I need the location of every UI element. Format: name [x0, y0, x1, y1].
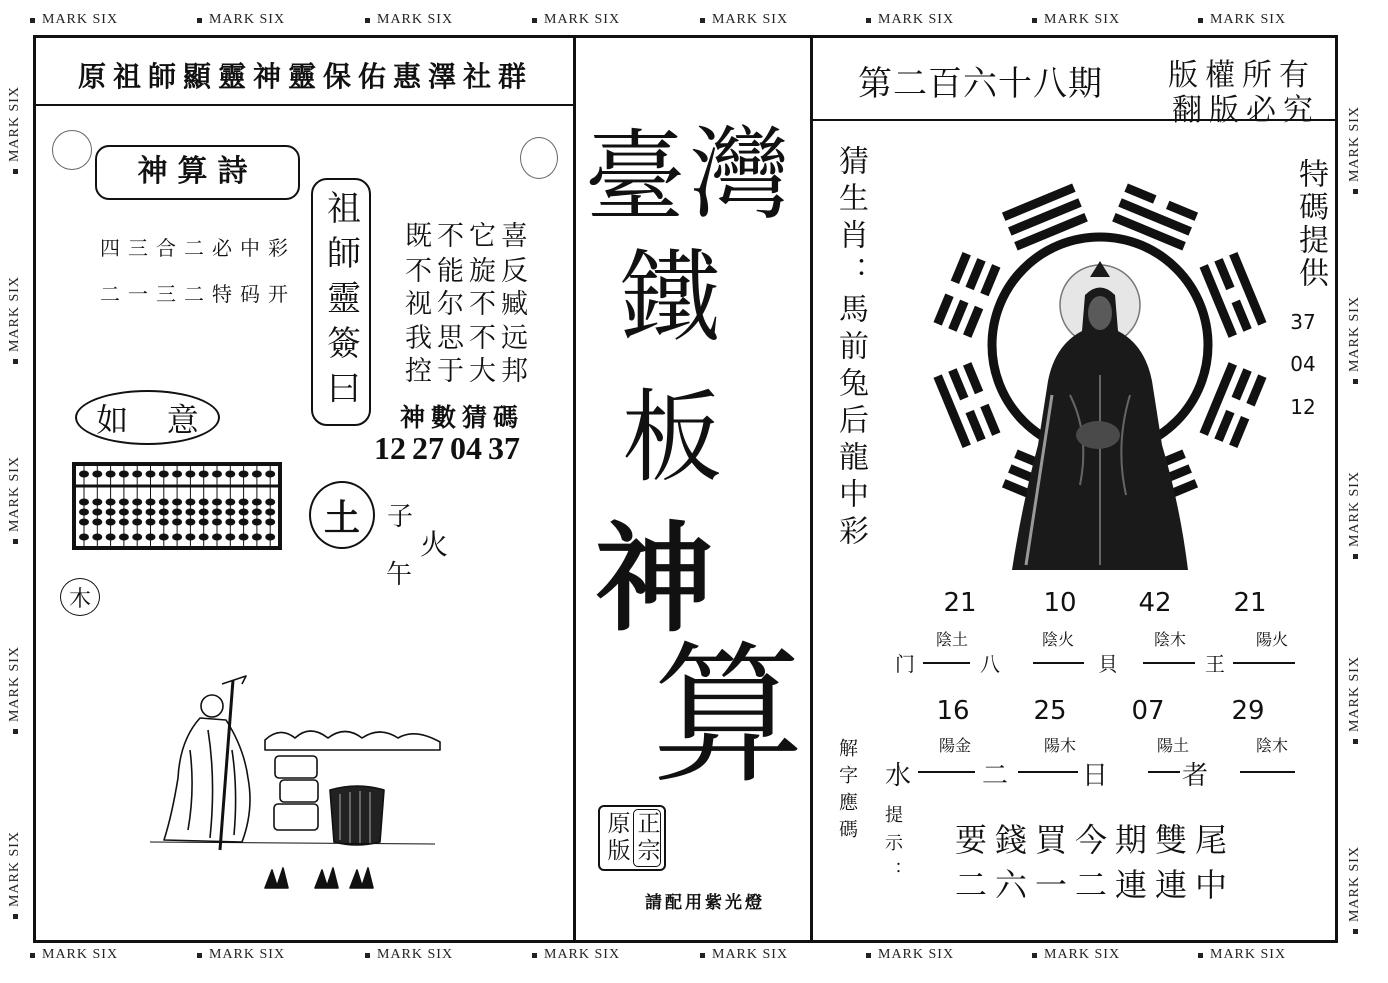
- code-number: 29: [1231, 696, 1265, 726]
- grass-tuft: [265, 868, 288, 888]
- dash-line: [1033, 662, 1084, 664]
- decode-label: 解字應碼: [836, 738, 858, 846]
- watermark-dot: [1032, 953, 1037, 958]
- trigram-bar: [970, 260, 982, 289]
- abacus-bead: [252, 509, 262, 516]
- poem-line: 我思不远: [405, 323, 533, 354]
- abacus-bead: [79, 509, 89, 516]
- watermark-top: [1198, 11, 1318, 29]
- trigram: [1204, 364, 1263, 446]
- abacus-bead: [212, 499, 222, 506]
- watermark-text: MARK SIX: [209, 947, 286, 962]
- abacus-bead: [159, 534, 169, 541]
- watermark-text: MARK SIX: [1347, 295, 1362, 373]
- uv-light-note: 請配用紫光燈: [645, 893, 765, 913]
- title-char: 灣: [690, 116, 790, 233]
- side-mark: 午: [386, 560, 413, 590]
- abacus-bead: [159, 519, 169, 526]
- dash-line: [1143, 662, 1195, 664]
- abacus-bead: [172, 509, 182, 516]
- trigram-bar: [1126, 188, 1155, 200]
- watermark-left: [6, 260, 24, 380]
- abacus-bead: [252, 534, 262, 541]
- poem-line: 既不它喜: [405, 221, 533, 252]
- abacus-bead: [239, 519, 249, 526]
- dash-line: [1233, 662, 1295, 664]
- watermark-dot: [1032, 18, 1037, 23]
- header-blessing: 原祖師顯靈神靈保佑惠澤社群: [77, 60, 533, 93]
- hint-line: 四三合二必中彩: [100, 236, 296, 260]
- abacus-bead: [225, 471, 235, 478]
- trigram-bar: [967, 364, 979, 393]
- poem-line: 控于大邦: [405, 356, 533, 387]
- watermark-dot: [13, 169, 18, 174]
- watermark-right: [1346, 280, 1364, 400]
- watermark-dot: [1353, 929, 1358, 934]
- abacus-bead: [212, 509, 222, 516]
- ruyi-oval: [75, 390, 220, 445]
- watermark-dot: [30, 18, 35, 23]
- watermark-text: MARK SIX: [1347, 105, 1362, 183]
- abacus-bead: [146, 471, 156, 478]
- watermark-bottom: [1032, 946, 1152, 964]
- code-number: 07: [1131, 696, 1165, 726]
- watermark-top: [532, 11, 652, 29]
- trigram: [938, 254, 997, 336]
- abacus-bead: [119, 534, 129, 541]
- abacus-bead: [239, 534, 249, 541]
- watermark-dot: [365, 18, 370, 23]
- abacus-bead: [212, 519, 222, 526]
- abacus-bead: [146, 499, 156, 506]
- abacus-bead: [265, 534, 275, 541]
- trigram-bar: [1233, 418, 1245, 447]
- earth-element-circle: 土: [309, 481, 375, 549]
- abacus-bead: [199, 534, 209, 541]
- left-divider: [573, 35, 576, 943]
- watermark-dot: [13, 914, 18, 919]
- abacus-bead: [92, 519, 102, 526]
- watermark-text: MARK SIX: [1210, 947, 1287, 962]
- watermark-bottom: [866, 946, 986, 964]
- code-number: 21: [943, 588, 977, 618]
- title-char: 神: [595, 509, 714, 648]
- decode-char: 二: [981, 761, 1008, 791]
- trigram-bar: [984, 266, 996, 295]
- dash-line: [1148, 771, 1180, 773]
- watermark-top: [1032, 11, 1152, 29]
- abacus-bead: [79, 471, 89, 478]
- abacus-bead: [119, 471, 129, 478]
- abacus-bead: [239, 471, 249, 478]
- decode-char: 者: [1181, 761, 1208, 791]
- watermark-dot: [1353, 739, 1358, 744]
- decode-char: 王: [1205, 652, 1225, 676]
- deity-hands: [1076, 421, 1120, 449]
- trigram: [1204, 254, 1263, 336]
- trigram: [938, 364, 997, 446]
- issue-number: 第二百六十八期: [858, 64, 1103, 104]
- stone: [274, 804, 318, 830]
- watermark-text: MARK SIX: [712, 12, 789, 27]
- trigram-bar: [984, 405, 996, 434]
- trigram-bar: [938, 295, 950, 324]
- trigram-bar: [1218, 260, 1230, 289]
- empty-circle-mark: [520, 137, 558, 179]
- abacus-bead: [79, 499, 89, 506]
- watermark-top: [700, 11, 820, 29]
- watermark-text: MARK SIX: [7, 85, 22, 163]
- trigram-bar: [952, 301, 964, 330]
- oracle-title-box: [311, 178, 371, 426]
- abacus-bead: [185, 471, 195, 478]
- decode-char: 日: [1081, 761, 1108, 791]
- abacus-bead: [119, 519, 129, 526]
- watermark-dot: [13, 729, 18, 734]
- ruyi-char: 如: [96, 400, 129, 439]
- abacus-bead: [159, 471, 169, 478]
- trigram-bar: [955, 254, 967, 283]
- code-number: 21: [1233, 588, 1267, 618]
- watermark-top: [866, 11, 986, 29]
- code-number: 10: [1043, 588, 1077, 618]
- yin-yang-tag: 陰火: [1041, 630, 1074, 649]
- bagua-deity-image: [930, 145, 1270, 575]
- watermark-dot: [700, 953, 705, 958]
- trigram-bar: [1236, 301, 1248, 330]
- dash-line: [1018, 771, 1078, 773]
- abacus-bead: [225, 499, 235, 506]
- guess-label: 神數猜碼: [400, 403, 525, 432]
- watermark-dot: [700, 18, 705, 23]
- copyright-line: 翻版必究: [1172, 93, 1320, 128]
- staff: [220, 680, 233, 850]
- watermark-left: [6, 440, 24, 560]
- abacus-bead: [92, 509, 102, 516]
- grass-tuft: [315, 868, 338, 888]
- watermark-dot: [1198, 18, 1203, 23]
- title-char: 算: [652, 627, 804, 804]
- abacus-bead: [252, 519, 262, 526]
- seal-column: 正宗: [633, 811, 660, 865]
- abacus-bead: [265, 519, 275, 526]
- watermark-dot: [365, 953, 370, 958]
- abacus-bead: [132, 499, 142, 506]
- trigram-bar: [952, 370, 964, 399]
- yin-yang-tag: 陽木: [1043, 736, 1076, 755]
- abacus-bead: [172, 519, 182, 526]
- decode-char: 貝: [1098, 652, 1118, 676]
- code-number: 42: [1138, 588, 1172, 618]
- watermark-dot: [1353, 189, 1358, 194]
- watermark-top: [365, 11, 485, 29]
- watermark-dot: [866, 953, 871, 958]
- basket: [330, 786, 384, 845]
- trigram-bar: [1168, 205, 1197, 217]
- left-header-rule: [33, 104, 575, 106]
- abacus-bead: [146, 534, 156, 541]
- special-number: 12: [1290, 395, 1316, 419]
- grass-tuft: [350, 868, 373, 888]
- stone: [275, 756, 317, 778]
- watermark-text: MARK SIX: [712, 947, 789, 962]
- watermark-bottom: [1198, 946, 1318, 964]
- abacus-bead: [106, 471, 116, 478]
- abacus-bead: [225, 519, 235, 526]
- special-code-label: 特碼提供: [1293, 158, 1328, 290]
- watermark-bottom: [197, 946, 317, 964]
- abacus-bead: [132, 534, 142, 541]
- abacus-bead: [132, 471, 142, 478]
- monk-illustration: [150, 670, 450, 895]
- ground-line: [150, 842, 435, 844]
- watermark-dot: [197, 953, 202, 958]
- stone-wall: [265, 731, 440, 750]
- watermark-top: [197, 11, 317, 29]
- watermark-left: [6, 70, 24, 190]
- abacus-bead: [265, 509, 275, 516]
- watermark-text: MARK SIX: [7, 455, 22, 533]
- title-char: 板: [622, 379, 722, 496]
- trigram-bar: [967, 307, 979, 336]
- watermark-dot: [197, 18, 202, 23]
- abacus-bead: [106, 519, 116, 526]
- special-number: 37: [1290, 310, 1316, 334]
- watermark-text: MARK SIX: [1347, 470, 1362, 548]
- watermark-dot: [1353, 379, 1358, 384]
- watermark-text: MARK SIX: [377, 12, 454, 27]
- empty-circle-mark: [52, 130, 92, 170]
- watermark-bottom: [700, 946, 820, 964]
- watermark-bottom: [30, 946, 150, 964]
- abacus-bead: [132, 519, 142, 526]
- special-number: 04: [1290, 352, 1316, 376]
- abacus-bead: [265, 471, 275, 478]
- yin-yang-tag: 陰木: [1153, 630, 1186, 649]
- yin-yang-tag: 陽火: [1255, 630, 1288, 649]
- side-mark: 火: [420, 528, 449, 561]
- abacus-bead: [132, 509, 142, 516]
- title-char: 臺: [585, 119, 685, 236]
- abacus-bead: [239, 499, 249, 506]
- watermark-left: [6, 630, 24, 750]
- abacus-bead: [185, 534, 195, 541]
- abacus-bead: [252, 471, 262, 478]
- watermark-dot: [532, 953, 537, 958]
- trigram-bar: [1250, 376, 1262, 405]
- copyright-line: 版權所有: [1168, 58, 1316, 93]
- abacus-bead: [79, 519, 89, 526]
- abacus-bead: [212, 471, 222, 478]
- watermark-dot: [13, 359, 18, 364]
- guess-numbers: 12 27 04 37: [374, 430, 520, 466]
- abacus-bead: [79, 534, 89, 541]
- tip-line: 要錢買今期雙尾: [955, 821, 1236, 859]
- watermark-text: MARK SIX: [7, 830, 22, 908]
- watermark-text: MARK SIX: [7, 645, 22, 723]
- abacus-bead: [146, 519, 156, 526]
- watermark-text: MARK SIX: [42, 947, 119, 962]
- abacus-bead: [92, 534, 102, 541]
- abacus-bead: [252, 499, 262, 506]
- abacus-bead: [92, 471, 102, 478]
- watermark-dot: [1198, 953, 1203, 958]
- abacus-bead: [146, 509, 156, 516]
- watermark-right: [1346, 830, 1364, 950]
- watermark-text: MARK SIX: [878, 12, 955, 27]
- watermark-text: MARK SIX: [209, 12, 286, 27]
- watermark-text: MARK SIX: [1347, 655, 1362, 733]
- abacus-bead: [239, 509, 249, 516]
- abacus-bead: [172, 499, 182, 506]
- ruyi-char: 意: [166, 400, 199, 439]
- watermark-left: [6, 815, 24, 935]
- monk-head: [201, 695, 223, 717]
- yin-yang-tag: 陰木: [1255, 736, 1288, 755]
- poem-line: 不能旋反: [405, 256, 533, 287]
- watermark-bottom: [365, 946, 485, 964]
- watermark-text: MARK SIX: [42, 12, 119, 27]
- watermark-text: MARK SIX: [1347, 845, 1362, 923]
- watermark-bottom: [532, 946, 652, 964]
- watermark-right: [1346, 455, 1364, 575]
- decode-char: 水: [884, 761, 911, 791]
- watermark-text: MARK SIX: [1044, 12, 1121, 27]
- code-number: 25: [1033, 696, 1067, 726]
- watermark-dot: [1353, 554, 1358, 559]
- watermark-dot: [866, 18, 871, 23]
- abacus-bead: [265, 499, 275, 506]
- authentic-seal: [598, 805, 666, 871]
- abacus-bead: [199, 499, 209, 506]
- abacus-bead: [172, 471, 182, 478]
- abacus-bead: [185, 499, 195, 506]
- trigram-bar: [1236, 370, 1248, 399]
- abacus-bead: [92, 499, 102, 506]
- yin-yang-tag: 陰土: [935, 630, 968, 649]
- watermark-text: MARK SIX: [1210, 12, 1287, 27]
- abacus-bead: [119, 509, 129, 516]
- dash-line: [918, 771, 975, 773]
- abacus-bead: [212, 534, 222, 541]
- abacus-bead: [106, 499, 116, 506]
- monk-robe: [164, 718, 250, 842]
- wood-element-circle: 木: [60, 578, 100, 616]
- zodiac-hint: 猜生肖：馬前兔后龍中彩: [833, 145, 868, 552]
- dash-line: [923, 662, 970, 664]
- abacus-rods: [79, 466, 275, 546]
- yin-yang-tag: 陽金: [938, 736, 971, 755]
- abacus-bead: [225, 509, 235, 516]
- abacus-bead: [119, 499, 129, 506]
- watermark-text: MARK SIX: [377, 947, 454, 962]
- stone: [280, 780, 318, 802]
- dash-line: [1240, 771, 1295, 773]
- side-mark: 子: [387, 502, 414, 532]
- watermark-dot: [30, 953, 35, 958]
- watermark-text: MARK SIX: [7, 275, 22, 353]
- watermark-right: [1346, 90, 1364, 210]
- watermark-dot: [532, 18, 537, 23]
- watermark-top: [30, 11, 150, 29]
- oracle-title: 祖師靈簽曰: [320, 189, 361, 415]
- right-divider: [810, 35, 813, 943]
- abacus: [72, 462, 282, 550]
- watermark-text: MARK SIX: [878, 947, 955, 962]
- watermark-right: [1346, 640, 1364, 760]
- poem-line: 视尔不臧: [405, 289, 533, 320]
- abacus-bead: [199, 471, 209, 478]
- poem-title: 神算詩: [95, 145, 300, 200]
- abacus-bead: [185, 519, 195, 526]
- abacus-bead: [225, 534, 235, 541]
- decode-char: 八: [980, 652, 1000, 676]
- watermark-text: MARK SIX: [1044, 947, 1121, 962]
- decode-char: 门: [895, 652, 915, 676]
- abacus-bead: [172, 534, 182, 541]
- code-number: 16: [936, 696, 970, 726]
- abacus-bead: [185, 509, 195, 516]
- deity-face: [1088, 296, 1112, 330]
- abacus-bead: [159, 499, 169, 506]
- seal-column: 原版: [603, 811, 630, 865]
- abacus-bead: [106, 534, 116, 541]
- trigram-bar: [1218, 412, 1230, 441]
- abacus-bead: [199, 519, 209, 526]
- hint-line: 二一三二特码开: [100, 282, 296, 306]
- yin-yang-tag: 陽土: [1156, 736, 1189, 755]
- trigram-bar: [970, 412, 982, 441]
- tip-label: 提示：: [882, 805, 903, 889]
- watermark-text: MARK SIX: [544, 947, 621, 962]
- tip-line: 二六一二連連中: [955, 866, 1236, 904]
- abacus-bead: [199, 509, 209, 516]
- title-char: 鐵: [620, 239, 720, 356]
- watermark-dot: [13, 539, 18, 544]
- abacus-bead: [159, 509, 169, 516]
- abacus-bead: [106, 509, 116, 516]
- watermark-text: MARK SIX: [544, 12, 621, 27]
